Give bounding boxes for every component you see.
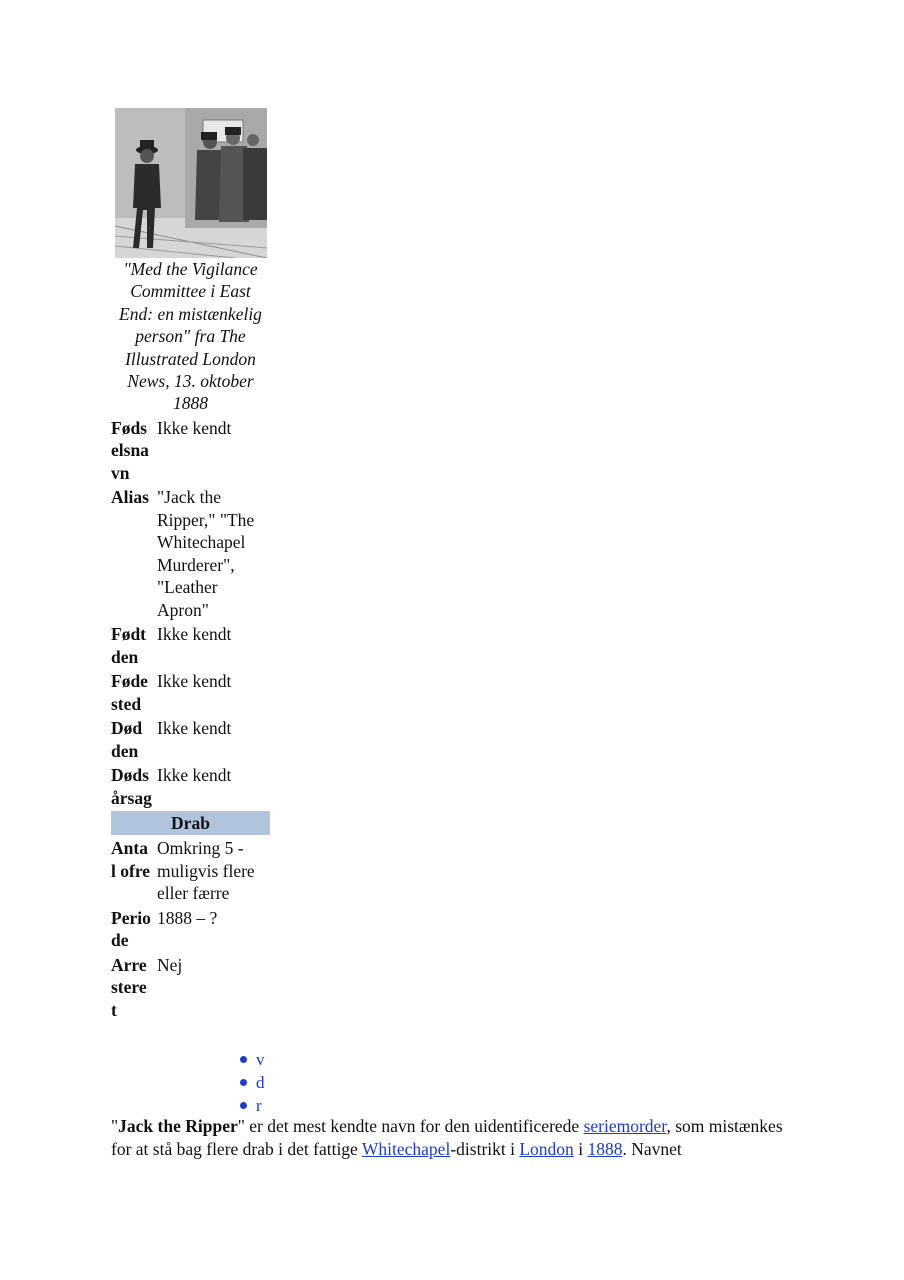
row-label: Alias bbox=[111, 487, 149, 508]
navbar-link-edit[interactable]: r bbox=[256, 1096, 262, 1115]
infobox bbox=[111, 108, 270, 1021]
row-value: Ikke kendt bbox=[157, 417, 232, 438]
row-value: Ikke kendt bbox=[157, 671, 232, 692]
section-header-drab: Drab bbox=[111, 811, 270, 835]
navbar-item-edit[interactable] bbox=[240, 1094, 265, 1117]
infobox-row-cause-of-death bbox=[111, 764, 270, 809]
infobox-row-birthplace bbox=[111, 670, 270, 715]
infobox-row-period bbox=[111, 907, 270, 952]
paragraph-text: " er det mest kendte navn for den uidentificerede bbox=[237, 1116, 584, 1136]
row-value: Omkring 5 - muligvis flere eller færre bbox=[157, 838, 255, 904]
row-label: Periode bbox=[111, 907, 151, 951]
infobox-row-arrested bbox=[111, 954, 270, 1022]
infobox-row-birth-name bbox=[111, 417, 270, 485]
row-label: Fødested bbox=[111, 671, 148, 714]
row-value: 1888 – ? bbox=[157, 907, 218, 928]
navbar-link-discuss[interactable]: d bbox=[256, 1073, 265, 1092]
link-seriemorder[interactable]: seriemorder bbox=[583, 1116, 667, 1136]
engraving-image bbox=[115, 108, 267, 258]
navbar-item-view[interactable] bbox=[240, 1048, 265, 1071]
paragraph-text: -distrikt i bbox=[450, 1139, 520, 1159]
row-label: Antal ofre bbox=[111, 838, 151, 881]
navbar-link-view[interactable]: v bbox=[256, 1050, 265, 1069]
row-label: Død den bbox=[111, 718, 143, 761]
infobox-row-died bbox=[111, 717, 270, 762]
paragraph-text: . Navnet bbox=[622, 1139, 682, 1159]
paragraph-text: i bbox=[573, 1139, 588, 1159]
row-value: Nej bbox=[157, 954, 183, 975]
row-label: Dødsårsag bbox=[111, 765, 152, 808]
row-label: Fødselsnavn bbox=[111, 417, 149, 483]
link-1888[interactable]: 1888 bbox=[587, 1139, 623, 1159]
row-value: Ikke kendt bbox=[157, 718, 232, 739]
infobox-row-alias bbox=[111, 486, 270, 621]
infobox-row-born bbox=[111, 623, 270, 668]
article-subject: Jack the Ripper bbox=[118, 1116, 238, 1136]
row-label: Arresteret bbox=[111, 954, 147, 1020]
navbar-item-discuss[interactable] bbox=[240, 1071, 265, 1094]
paragraph-text: , som mistænkes for at stå bag flere drab i det fattige bbox=[111, 1116, 783, 1159]
template-navbar bbox=[240, 1048, 265, 1117]
quote-mark: " bbox=[111, 1116, 119, 1136]
row-value: Ikke kendt bbox=[157, 765, 232, 786]
intro-paragraph bbox=[111, 1115, 801, 1161]
infobox-row-victims bbox=[111, 837, 270, 905]
bullet-icon bbox=[240, 1079, 247, 1086]
image-caption: "Med the Vigilance Committee i East End: en mistænkelig person" fra The Illustrated London News, 13. oktober 1888 bbox=[119, 259, 262, 414]
row-value: "Jack the Ripper," "The Whitechapel Murderer", "Leather Apron" bbox=[157, 487, 255, 620]
link-london[interactable]: London bbox=[519, 1139, 574, 1159]
row-label: Født den bbox=[111, 624, 146, 667]
bullet-icon bbox=[240, 1056, 247, 1063]
row-value: Ikke kendt bbox=[157, 624, 232, 645]
link-whitechapel[interactable]: Whitechapel bbox=[361, 1139, 451, 1159]
bullet-icon bbox=[240, 1102, 247, 1109]
